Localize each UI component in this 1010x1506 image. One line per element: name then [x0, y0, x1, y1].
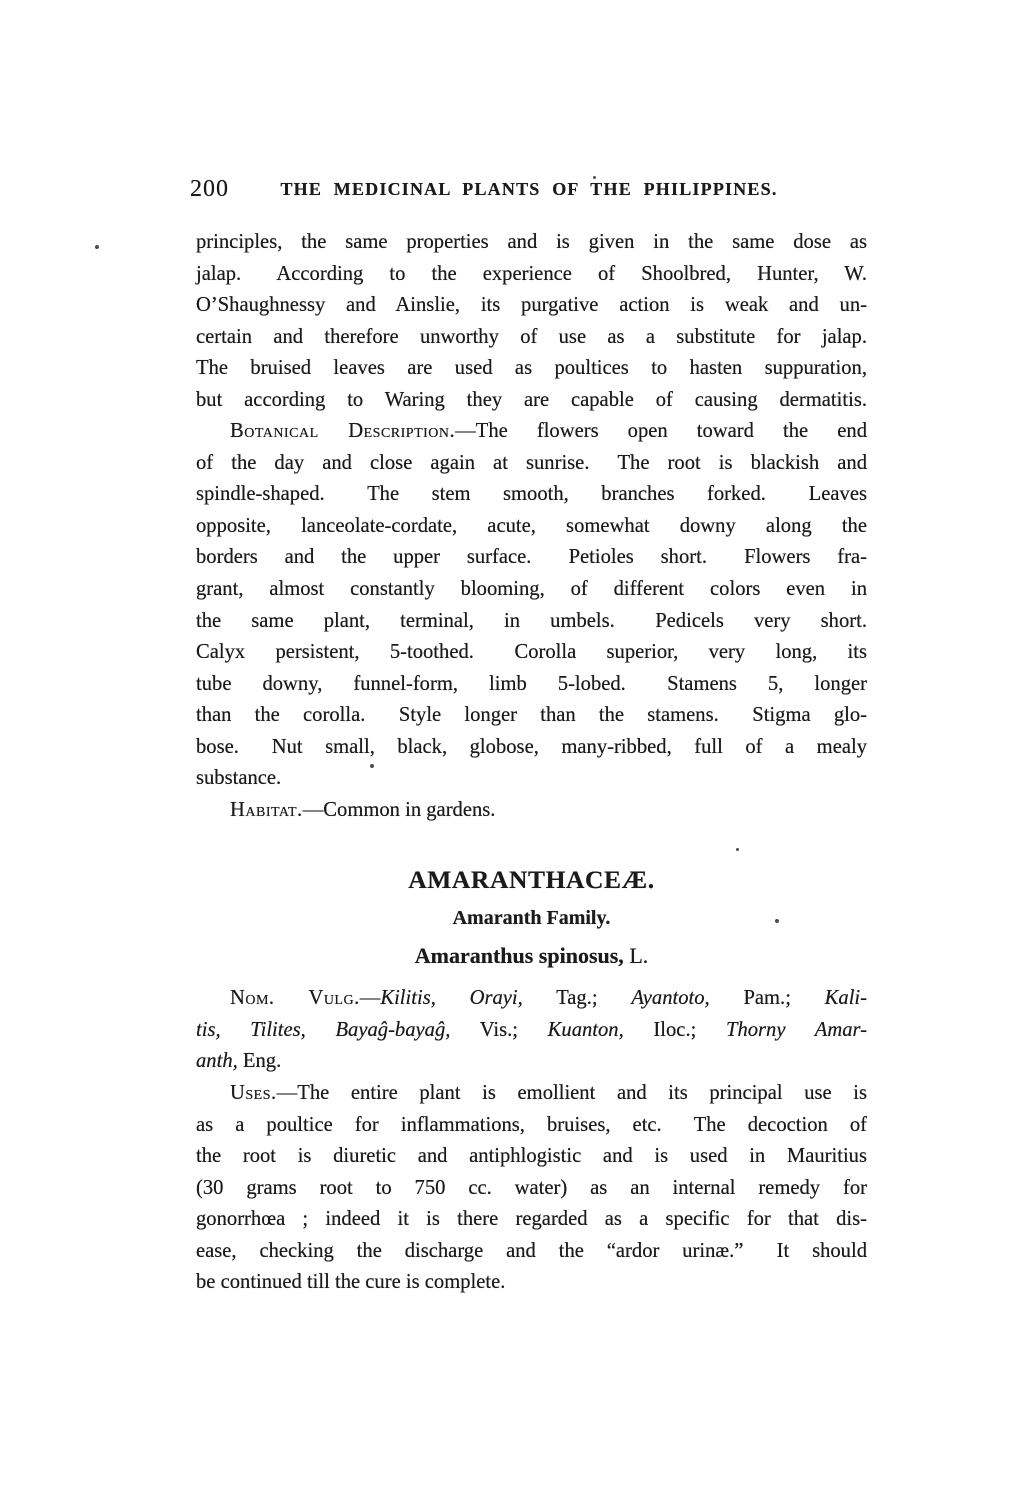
text-line — [196, 322, 867, 354]
text-line — [196, 1046, 867, 1078]
text-line — [196, 1236, 867, 1268]
text-line — [196, 1078, 867, 1110]
small-caps-text: Botanical Description. — [230, 420, 456, 443]
text: ease, checking the discharge and the “ardor urinæ.” It should — [196, 1239, 867, 1262]
text: Calyx persistent, 5-toothed. Corolla superior, very long, its — [196, 641, 867, 664]
scan-speck — [593, 176, 596, 179]
text: Tag.; — [522, 987, 632, 1010]
bold-text: Amaranthus spinosus, — [414, 943, 624, 969]
scan-speck — [95, 245, 99, 249]
text-line — [196, 385, 867, 417]
text-line — [196, 416, 867, 448]
text-line — [196, 637, 867, 669]
text-line — [196, 1015, 867, 1047]
small-caps-text: Uses. — [230, 1082, 277, 1105]
italic-text: anth, — [196, 1050, 238, 1073]
page-number: 200 — [190, 176, 229, 202]
small-caps-text: Nom. Vulg. — [230, 987, 360, 1010]
text: O’Shaughnessy and Ainslie, its purgative action is weak and un- — [196, 294, 867, 317]
text: tube downy, funnel-form, limb 5-lobed. Stamens 5, longer — [196, 672, 867, 695]
text: Iloc.; — [623, 1018, 726, 1041]
text-line — [196, 574, 867, 606]
text: be continued till the cure is complete. — [196, 1271, 506, 1294]
text-line — [196, 1110, 867, 1142]
text: substance. — [196, 767, 282, 790]
text: L. — [623, 943, 649, 969]
running-title: THE MEDICINAL PLANTS OF THE PHILIPPINES. — [280, 179, 778, 199]
family-heading: AMARANTHACEÆ. — [408, 865, 655, 895]
italic-text: Kuanton, — [547, 1018, 624, 1041]
text: jalap. According to the experience of Shoolbred, Hunter, W. — [196, 262, 867, 285]
text: opposite, lanceolate-cordate, acute, somewhat downy along the — [196, 514, 867, 537]
text-line — [196, 1267, 867, 1299]
text: the same plant, terminal, in umbels. Pedicels very short. — [196, 609, 867, 632]
text-line — [196, 448, 867, 480]
family-common-name: Amaranth Family. — [452, 907, 611, 930]
scan-speck — [370, 764, 374, 768]
text: as a poultice for inflammations, bruises, etc. The decoction of — [196, 1113, 867, 1136]
text: certain and therefore unworthy of use as a substitute for jalap. — [196, 325, 867, 348]
text-line — [196, 1141, 867, 1173]
text-line — [196, 795, 867, 827]
text-line — [196, 290, 867, 322]
text: Pam.; — [709, 987, 825, 1010]
text: of the day and close again at sunrise. The root is blackish and — [196, 451, 867, 474]
text: (30 grams root to 750 cc. water) as an internal remedy for — [196, 1176, 867, 1199]
italic-text: Ayantoto, — [631, 987, 710, 1010]
text-line — [196, 542, 867, 574]
text: —The entire plant is emollient and its principal use is — [276, 1082, 867, 1105]
document-body — [196, 227, 867, 1299]
text: spindle-shaped. The stem smooth, branches forked. Leaves — [196, 483, 867, 506]
italic-text: tis, Tilites, Bayaĝ-bayaĝ, — [196, 1018, 451, 1041]
text-line — [196, 1204, 867, 1236]
text: grant, almost constantly blooming, of different colors even in — [196, 578, 867, 601]
text-line — [196, 763, 867, 795]
text: Vis.; — [450, 1018, 548, 1041]
text: borders and the upper surface. Petioles short. Flowers fra- — [196, 546, 867, 569]
text: —The flowers open toward the end — [455, 420, 867, 443]
italic-text: Thorny Amar- — [726, 1018, 868, 1041]
text-line — [196, 669, 867, 701]
scan-speck — [775, 919, 779, 923]
text: than the corolla. Style longer than the stamens. Stigma glo- — [196, 704, 867, 727]
text: the root is diuretic and antiphlogistic and is used in Mauritius — [196, 1145, 867, 1168]
text: Eng. — [237, 1050, 282, 1073]
text: —Common in gardens. — [302, 798, 496, 821]
text-line — [196, 227, 867, 259]
text-line — [196, 1173, 867, 1205]
text-line — [196, 259, 867, 291]
text: but according to Waring they are capable of causing dermatitis. — [196, 388, 867, 411]
scan-speck — [736, 848, 739, 851]
text: bose. Nut small, black, globose, many-ribbed, full of a mealy — [196, 735, 867, 758]
text-line — [196, 511, 867, 543]
text: principles, the same properties and is given in the same dose as — [196, 231, 867, 253]
italic-text: Kali- — [824, 987, 867, 1010]
page-header — [190, 176, 868, 204]
text-line — [196, 606, 867, 638]
text-line — [196, 479, 867, 511]
text: The bruised leaves are used as poultices to hasten suppuration, — [196, 357, 867, 380]
text-line — [196, 700, 867, 732]
species-heading — [196, 942, 867, 970]
text: gonorrhœa ; indeed it is there regarded as a specific for that dis- — [196, 1208, 867, 1231]
italic-text: Kilitis, Orayi, — [380, 987, 523, 1010]
text-line — [196, 983, 867, 1015]
text: — — [359, 987, 381, 1010]
text-line — [196, 353, 867, 385]
small-caps-text: Habitat. — [230, 798, 303, 821]
text-line — [196, 732, 867, 764]
